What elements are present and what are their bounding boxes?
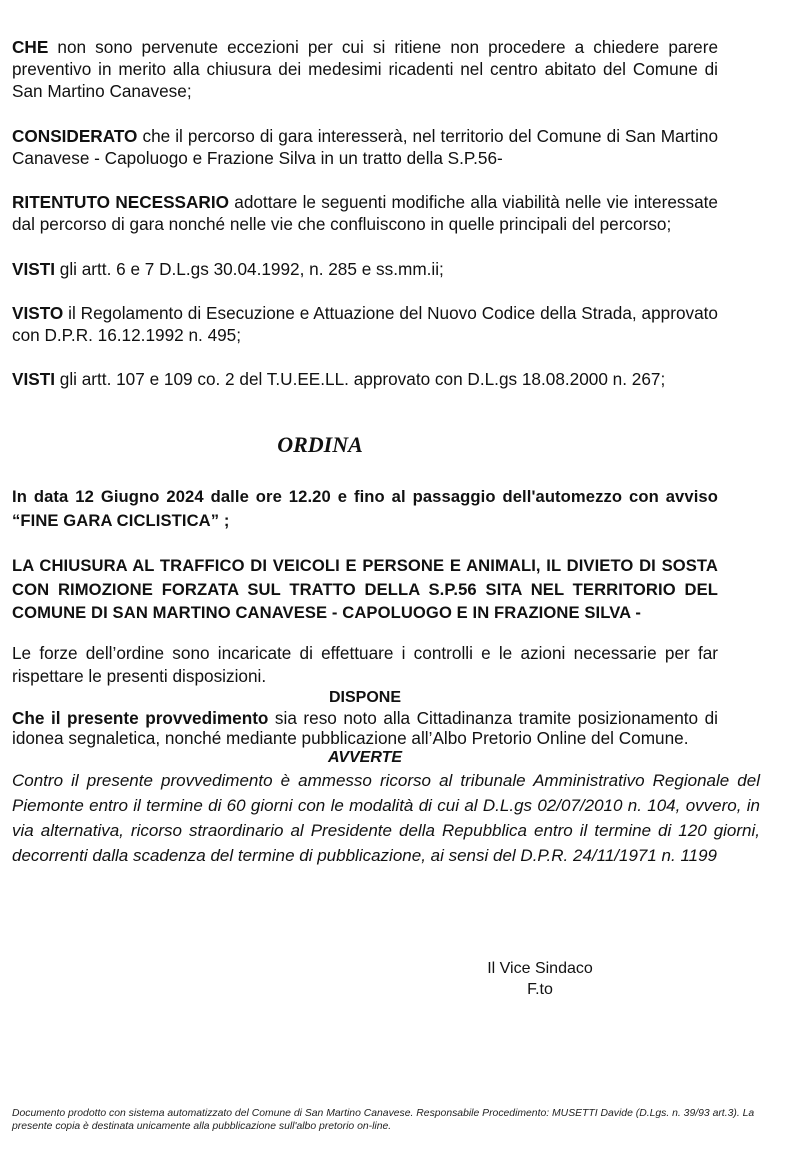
paragraph-visto (12, 302, 718, 346)
dispone-heading: DISPONE (328, 688, 401, 706)
text-che: non sono pervenute eccezioni per cui si ritiene non procedere a chiedere parere preventivo in merito alla chiusura dei medesimi ricadenti nel centro abitato del Comune di San Martino Canavese; (12, 37, 718, 101)
text-considerato: che il percorso di gara interesserà, nel territorio del Comune di San Martino Canavese - Capoluogo e Frazione Silva in un tratto della S.P.56- (12, 126, 718, 168)
paragraph-considerato (12, 125, 718, 169)
paragraph-visti-1 (12, 258, 718, 280)
avverte-paragraph: Contro il presente provvedimento è ammesso ricorso al tribunale Amministrativo Regionale del Piemonte entro il termine di 60 giorni con le modalità di cui al D.L.gs 02/07/2010 n. 104, ovvero, in via alternativa, ricorso straordinario al Presidente della Repubblica entro il termine di 120 giorni, decorrenti dalla scadenza del termine di pubblicazione, ai sensi del D.P.R. 24/11/1971 n. 1199 (12, 770, 760, 865)
dispone-text: sia reso noto alla Cittadinanza tramite posizionamento di idonea segnaletica, nonché mediante pubblicazione all’Albo Pretorio Online del Comune. (12, 707, 718, 748)
text-ritenuto: adottare le seguenti modifiche alla viabilità nelle vie interessate dal percorso di gara nonché nelle vie che confluiscono in quelle principali del percorso; (12, 192, 718, 234)
lead-visti-1: VISTI (12, 259, 55, 279)
document-footer: Documento prodotto con sistema automatizzato del Comune di San Martino Canavese. Responsabile Procedimento: MUSETTI Davide (D.Lgs. n. 39/93 art.3). La presente copia è destinata unicamente alla pubblicazione sull'albo pretorio on-line. (12, 1108, 755, 1132)
dispone-lead: Che il presente provvedimento (12, 707, 269, 728)
avverte-heading: AVVERTE (327, 748, 403, 766)
paragraph-ritenuto (12, 191, 718, 235)
document-body (12, 36, 718, 390)
signature-signed: F.to (527, 981, 553, 998)
text-visti-2: gli artt. 107 e 109 co. 2 del T.U.EE.LL. approvato con D.L.gs 18.08.2000 n. 267; (54, 369, 666, 389)
ordina-section (12, 485, 760, 868)
paragraph-visti-2 (12, 368, 718, 390)
ordina-date: In data 12 Giugno 2024 dalle ore 12.20 e fino al passaggio dell'automezzo con avviso “FINE GARA CICLISTICA” ; (12, 487, 718, 530)
ordina-chiusura: LA CHIUSURA AL TRAFFICO DI VEICOLI E PERSONE E ANIMALI, IL DIVIETO DI SOSTA CON RIMOZIONE FORZATA SUL TRATTO DELLA S.P.56 SITA NEL TERRITORIO DEL COMUNE DI SAN MARTINO CANAVESE - CAPOLUOGO E IN FRAZIONE SILVA - (12, 556, 718, 622)
paragraph-che (12, 36, 718, 102)
forze-paragraph: Le forze dell’ordine sono incaricate di effettuare i controlli e le azioni necessarie per far rispettare le presenti disposizioni. (12, 642, 718, 686)
text-visti-1: gli artt. 6 e 7 D.L.gs 30.04.1992, n. 285 e ss.mm.ii; (54, 259, 444, 279)
text-visto: il Regolamento di Esecuzione e Attuazione del Nuovo Codice della Strada, approvato con D.P.R. 16.12.1992 n. 495; (12, 303, 718, 345)
dispone-paragraph (12, 708, 718, 748)
lead-visto: VISTO (12, 303, 64, 323)
ordina-heading: ORDINA (277, 432, 363, 457)
lead-che: CHE (12, 37, 49, 57)
lead-ritenuto: RITENTUTO NECESSARIO (12, 192, 229, 212)
signature-block (440, 958, 640, 1000)
lead-visti-2: VISTI (12, 369, 55, 389)
signature-role: Il Vice Sindaco (487, 960, 593, 977)
lead-considerato: CONSIDERATO (12, 126, 138, 146)
